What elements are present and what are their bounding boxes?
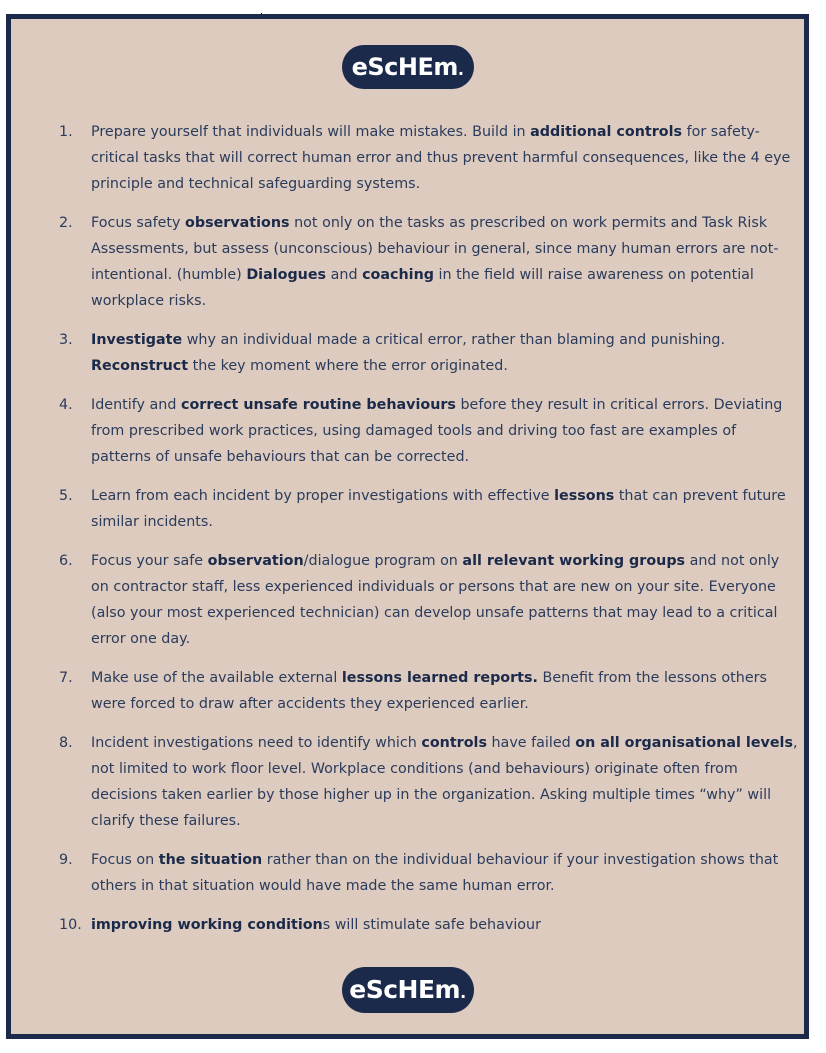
emphasis-text: controls xyxy=(421,735,487,751)
item-text: , not limited to work floor level. Workplace conditions (and behaviours) originate often from decisions taken earlier by those higher up in the organization. Asking multiple times “why” will clarify these failures. xyxy=(91,735,798,829)
lessons-list xyxy=(59,119,799,951)
emphasis-text: observations xyxy=(185,215,290,231)
item-text: before they result in critical errors. Deviating from prescribed work practices, using damaged tools and driving too fast are examples of patterns of unsafe behaviours that can be corrected. xyxy=(91,397,783,465)
escheme-logo-top xyxy=(342,45,474,89)
item-text: not only on the tasks as prescribed on work permits and Task Risk Assessments, but assess (unconscious) behaviour in general, since many human errors are not-intentional. (humble) xyxy=(91,215,779,283)
emphasis-text: coaching xyxy=(362,267,434,283)
logo-dot: . xyxy=(457,60,464,79)
escheme-logo-bottom xyxy=(342,967,474,1013)
item-number: 7. xyxy=(59,670,73,686)
item-number: 10. xyxy=(59,917,82,933)
logo-dot: . xyxy=(460,983,466,1002)
document-panel xyxy=(6,14,809,1039)
item-number: 2. xyxy=(59,215,73,231)
list-item xyxy=(59,665,799,717)
item-text: Learn from each incident by proper investigations with effective xyxy=(91,488,555,504)
emphasis-text: correct unsafe routine behaviours xyxy=(180,397,456,413)
item-text: Prepare yourself that individuals will make mistakes. Build in xyxy=(91,124,531,140)
emphasis-text: observation xyxy=(207,553,304,569)
item-number: 1. xyxy=(59,124,73,140)
emphasis-text: all relevant working groups xyxy=(462,553,686,569)
item-text: for safety-critical tasks that will correct human error and thus prevent harmful consequences, like the 4 eye principle and technical safeguarding systems. xyxy=(91,124,791,192)
logo-text: eScHEm xyxy=(349,975,461,1004)
item-text: in the field will raise awareness on potential workplace risks. xyxy=(91,267,754,309)
list-item xyxy=(59,847,799,899)
list-item xyxy=(59,119,799,197)
item-text: rather than on the individual behaviour if your investigation shows that others in that situation would have made the same human error. xyxy=(91,852,779,894)
item-number: 3. xyxy=(59,332,73,348)
item-text: and not only on contractor staff, less experienced individuals or persons that are new on your site. Everyone (also your most experienced technician) can develop unsafe patterns that may lead to a critical error one day. xyxy=(91,553,780,647)
item-text: Identify and xyxy=(91,397,181,413)
item-number: 5. xyxy=(59,488,73,504)
item-text: and xyxy=(326,267,363,283)
item-text: /dialogue program on xyxy=(303,553,463,569)
list-item xyxy=(59,327,799,379)
item-number: 9. xyxy=(59,852,73,868)
emphasis-text: additional controls xyxy=(530,124,683,140)
item-text: the key moment where the error originated. xyxy=(188,358,508,374)
emphasis-text: the situation xyxy=(158,852,263,868)
item-text: why an individual made a critical error, rather than blaming and punishing. xyxy=(182,332,726,348)
item-text: have failed xyxy=(486,735,576,751)
logo-text: eScHEm xyxy=(351,53,458,81)
emphasis-text: Investigate xyxy=(91,332,183,348)
item-text: Focus on xyxy=(91,852,159,868)
item-text: Incident investigations need to identify which xyxy=(91,735,422,751)
item-text: Focus your safe xyxy=(91,553,208,569)
item-text: Benefit from the lessons others were forced to draw after accidents they experienced earlier. xyxy=(91,670,767,712)
list-item xyxy=(59,548,799,652)
emphasis-text: on all organisational levels xyxy=(575,735,793,751)
list-item xyxy=(59,730,799,834)
emphasis-text: lessons learned reports. xyxy=(341,670,538,686)
list-item xyxy=(59,483,799,535)
item-text: Focus safety xyxy=(91,215,186,231)
item-number: 4. xyxy=(59,397,73,413)
item-text: that can prevent future similar incidents. xyxy=(91,488,786,530)
list-item xyxy=(59,392,799,470)
emphasis-text: Dialogues xyxy=(246,267,327,283)
list-item xyxy=(59,210,799,314)
item-text: s will stimulate safe behaviour xyxy=(322,917,541,933)
emphasis-text: improving working condition xyxy=(91,917,323,933)
list-item xyxy=(59,912,799,938)
emphasis-text: lessons xyxy=(554,488,615,504)
item-number: 6. xyxy=(59,553,73,569)
item-number: 8. xyxy=(59,735,73,751)
emphasis-text: Reconstruct xyxy=(91,358,189,374)
item-text: Make use of the available external xyxy=(91,670,342,686)
